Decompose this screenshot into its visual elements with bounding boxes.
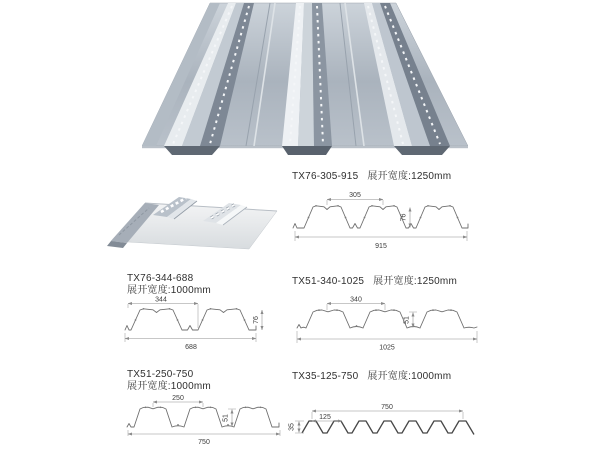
unfold-width-label: 展开宽度:1250mm: [373, 276, 457, 287]
dim-label-overall-width: 915: [375, 243, 387, 250]
extension-lines: [125, 304, 256, 342]
rib-opening: [394, 146, 450, 155]
dim-label-height: 76: [253, 316, 260, 324]
dim-label-height: 51: [403, 316, 411, 324]
unfold-width-label: 展开宽度:1000mm: [127, 284, 211, 296]
profile-drawing-tx35-125-750: [288, 398, 483, 444]
diagram-title-tx35-125-750: [292, 371, 451, 383]
profile-drawing-tx76-305-915: [287, 190, 482, 252]
dim-label-overall-width: 750: [381, 404, 393, 411]
section-profile: [125, 309, 256, 330]
unfold-width-label: 展开宽度:1000mm: [367, 371, 452, 382]
rib-opening: [164, 146, 220, 155]
profile-drawing-tx51-340-1025: [288, 293, 483, 353]
model-code: TX76-305-915: [292, 171, 359, 182]
dim-label-rib-spacing: 125: [319, 414, 331, 421]
embossing-ticks: [146, 407, 261, 425]
section-profile: [127, 407, 279, 427]
dim-label-overall-width: 688: [185, 344, 197, 351]
dim-label-rib-spacing: 340: [350, 296, 362, 304]
section-profile: [297, 310, 477, 328]
main-deck-photo-graphic: [142, 0, 468, 160]
dim-label-rib-spacing: 250: [172, 395, 184, 402]
section-profile: [302, 421, 474, 435]
dim-label-height: 51: [222, 414, 230, 422]
rib-opening: [282, 146, 332, 155]
unfold-width-label: 展开宽度:1250mm: [367, 171, 452, 182]
model-code: TX35-125-750: [292, 371, 359, 382]
section-profile: [293, 206, 468, 228]
diagram-title-tx51-340-1025: [292, 276, 457, 288]
sample-deck-photo: [105, 185, 283, 253]
embossing-ticks: [136, 309, 245, 320]
dim-label-height: 76: [400, 213, 408, 222]
diagram-title-tx76-305-915: [292, 171, 451, 183]
dim-label-rib-spacing: 305: [349, 192, 361, 199]
profile-drawing-tx76-344-688: [103, 295, 273, 353]
dim-label-height: 35: [288, 423, 296, 431]
embossing-ticks: [309, 206, 458, 218]
model-code: TX76-344-688: [127, 273, 194, 284]
dim-label-rib-spacing: 344: [155, 296, 167, 304]
main-deck-photo: [142, 0, 468, 160]
sample-deck-photo-graphic: [105, 185, 283, 253]
embossing-ticks: [319, 310, 451, 326]
model-code: TX51-250-750: [127, 369, 194, 380]
diagram-title-tx76-344-688: [127, 273, 211, 296]
dim-label-overall-width: 1025: [379, 344, 395, 352]
model-code: TX51-340-1025: [292, 276, 365, 287]
dim-label-overall-width: 750: [198, 439, 210, 446]
unfold-width-label: 展开宽度:1000mm: [127, 380, 211, 392]
profile-drawing-tx51-250-750: [101, 394, 286, 448]
diagram-title-tx51-250-750: [127, 369, 211, 392]
